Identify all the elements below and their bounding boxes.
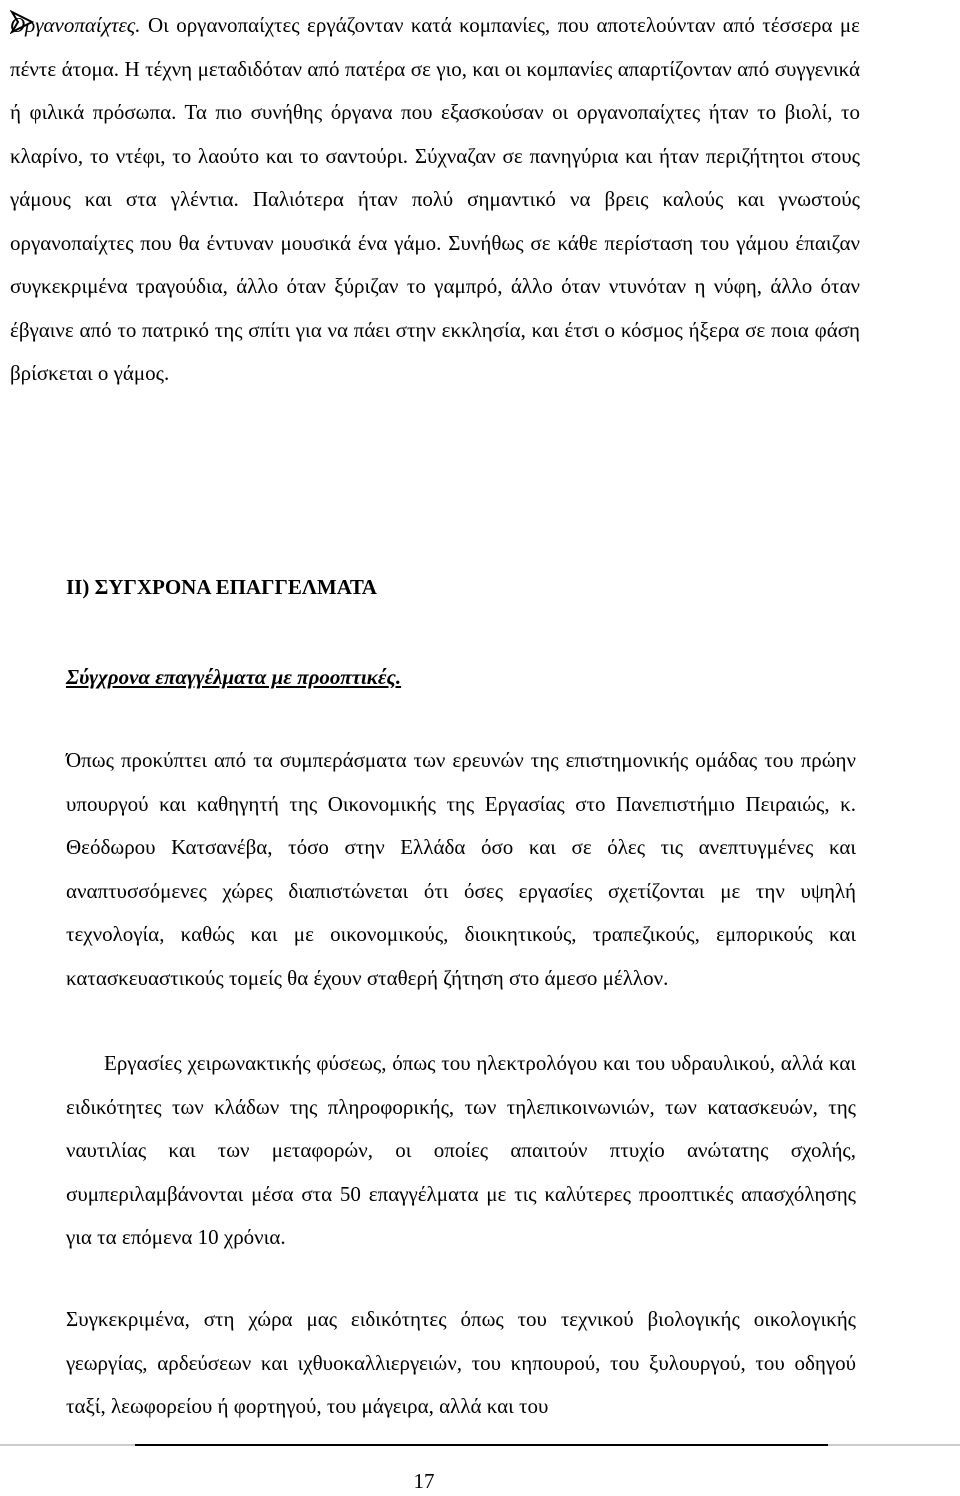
section-heading: ΙΙ) ΣΥΓΧΡΟΝΑ ΕΠΑΓΓΕΛΜΑΤΑ (66, 575, 377, 599)
bullet-paragraph (10, 4, 860, 396)
subheading: Σύγχρονα επαγγέλματα με προοπτικές. (66, 665, 402, 689)
body-paragraph-2: Εργασίες χειρωνακτικής φύσεως, όπως του ηλεκτρολόγου και του υδραυλικού, αλλά και ειδικότητες των κλάδων της πληροφορικής, των τηλεπικοινωνιών, των κατασκευών, της ναυτιλίας και των μεταφορών, οι οποίες απαιτούν πτυχίο ανώτατης σχολής, συμπεριλαμβάνονται μέσα στα 50 επαγγέλματα με τις καλύτερες προοπτικές απασχόλησης για τα επόμενα 10 χρόνια. (66, 1051, 856, 1249)
body-paragraph-3: Συγκεκριμένα, στη χώρα μας ειδικότητες όπως του τεχνικού βιολογικής οικολογικής γεωργίας, αρδεύσεων και ιχθυοκαλλιεργειών, του κηπουρού, του ξυλουργού, του οδηγού ταξί, λεωφορείου ή φορτηγού, του μάγειρα, αλλά και του (66, 1307, 856, 1418)
page-number: 17 (413, 1469, 435, 1493)
bullet-body-text: Οι οργανοπαίχτες εργάζονταν κατά κομπανίες, που αποτελούνταν από τέσσερα με πέντε άτομα. Η τέχνη μεταδιδόταν από πατέρα σε γιο, και οι κομπανίες απαρτίζονταν από συγγενικά ή φιλικά πρόσωπα. Τα πιο συνήθης όργανα που εξασκούσαν οι οργανοπαίχτες ήταν το βιολί, το κλαρίνο, το ντέφι, το λαούτο και το σαντούρι. Σύχναζαν σε πανηγύρια και ήταν περιζήτητοι στους γάμους και στα γλέντια. Παλιότερα ήταν πολύ σημαντικό να βρεις καλούς και γνωστούς οργανοπαίχτες που θα έντυναν μουσικά ένα γάμο. Συνήθως σε κάθε περίσταση του γάμου έπαιζαν συγκεκριμένα τραγούδια, άλλο όταν ξύριζαν το γαμπρό, άλλο όταν ντυνόταν η νύφη, άλλο όταν έβγαινε από το πατρικό της σπίτι για να πάει στην εκκλησία, και έτσι ο κόσμος ήξερα σε ποια φάση βρίσκεται ο γάμος. (10, 13, 860, 385)
arrow-bullet-icon (10, 10, 34, 34)
bullet-term: Οργανοπαίχτες. (10, 13, 141, 37)
bullet-item-organopaichtes (10, 4, 860, 396)
footer-divider (0, 1444, 960, 1446)
body-paragraph-1: Όπως προκύπτει από τα συμπεράσματα των ερευνών της επιστημονικής ομάδας του πρώην υπουργού και καθηγητή της Οικονομικής της Εργασίας στο Πανεπιστήμιο Πειραιώς, κ. Θεόδωρου Κατσανέβα, τόσο στην Ελλάδα όσο και σε όλες τις ανεπτυγμένες και αναπτυσσόμενες χώρες διαπιστώνεται ότι όσες εργασίες σχετίζονται με την υψηλή τεχνολογία, καθώς και με οικονομικούς, διοικητικούς, τραπεζικούς, εμπορικούς και κατασκευαστικούς τομείς θα έχουν σταθερή ζήτηση στο άμεσο μέλλον. (66, 748, 856, 990)
